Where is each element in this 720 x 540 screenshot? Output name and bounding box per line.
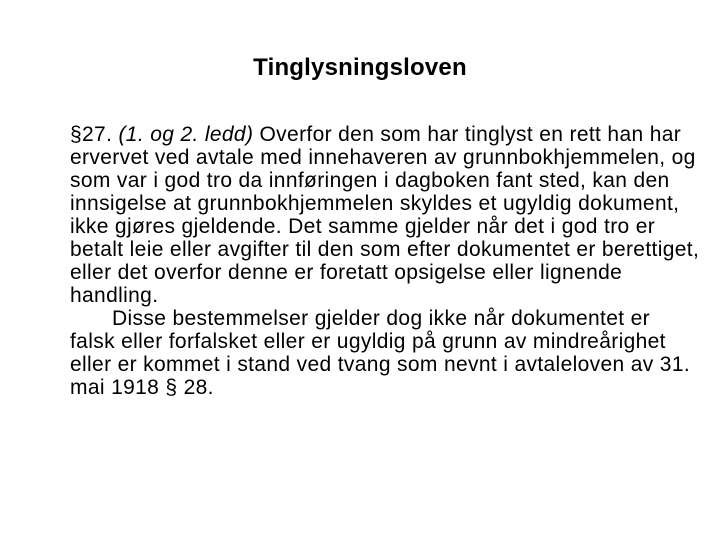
paragraph-1-text: Overfor den som har tinglyst en rett han har ervervet ved avtale med innehaveren av grunnbokhjemmelen, og som var i god tro da innføringen i dagboken fant sted, kan den innsigelse at grunnbokhjemmelen skyldes et ugyldig dokument, ikke gjøres gjeldende. Det samme gjelder når det i god tro er betalt leie eller avgifter til den som efter dokumentet er berettiget, eller det overfor denne er foretatt opsigelse eller lignende handling. (70, 123, 700, 307)
paragraph-2 (70, 307, 700, 399)
slide-body (70, 123, 700, 399)
section-number: §27. (70, 123, 113, 146)
paragraph-2-text: Disse bestemmelser gjelder dog ikke når dokumentet er falsk eller forfalsket eller er ugyldig på grunn av mindreårighet eller er kommet i stand ved tvang som nevnt i avtaleloven av 31. mai 1918 § 28. (70, 307, 691, 399)
slide-title: Tinglysningsloven (253, 54, 467, 81)
paragraph-1 (70, 123, 700, 307)
section-reference: (1. og 2. ledd) (118, 123, 254, 146)
